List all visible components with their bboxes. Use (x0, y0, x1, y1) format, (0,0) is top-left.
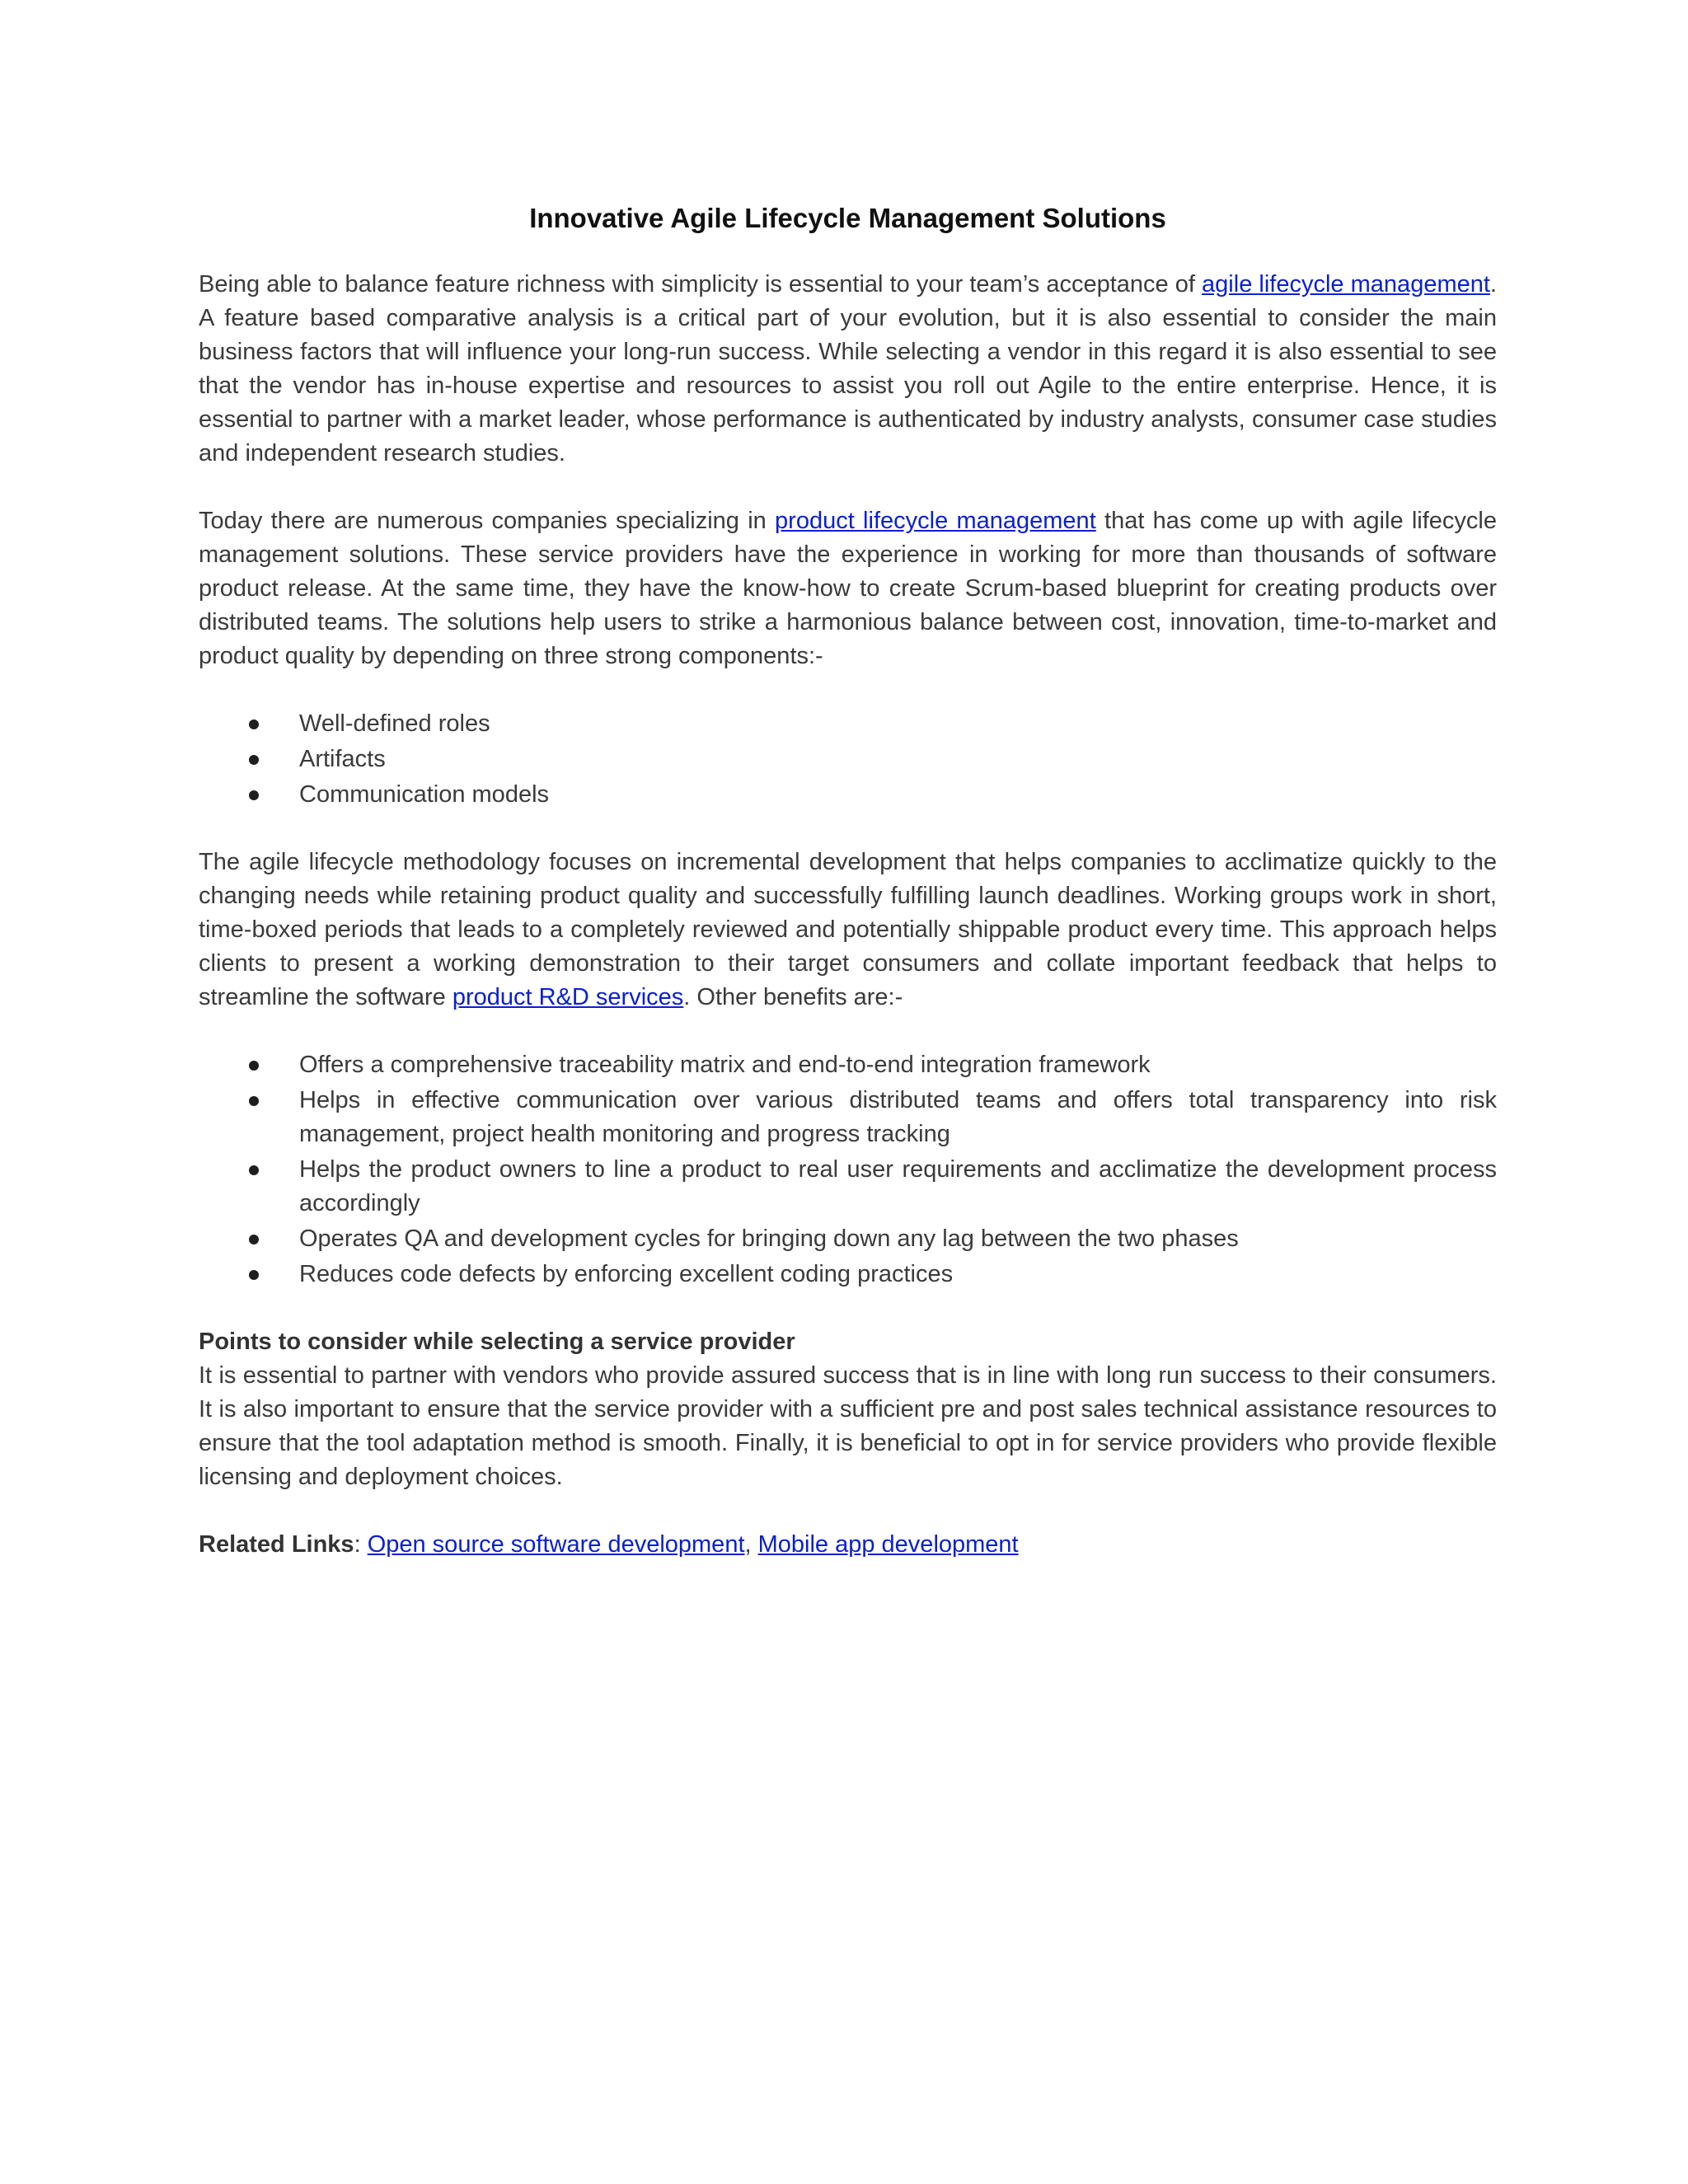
related-links (199, 1528, 1497, 1562)
list-item (199, 743, 1497, 776)
companies-paragraph-text-continued: that has come up with agile lifecycle management solutions. These service providers have the experience in working for more than thousands of software product release. At the same time, they have the know-how to create Scrum-based blueprint for creating products over distributed teams. The solutions help users to strike a harmonious balance between cost, innovation, time-to-market and product quality by depending on three strong components:- (199, 508, 1497, 669)
intro-paragraph-text: Being able to balance feature richness with simplicity is essential to your team’s acceptance of (199, 271, 1203, 298)
list-item (199, 1153, 1497, 1221)
companies-paragraph-text: Today there are numerous companies specializing in (199, 508, 776, 534)
related-links-comma: , (744, 1531, 758, 1558)
list-item-text: Well-defined roles (299, 710, 490, 737)
bullet-icon (249, 1096, 259, 1106)
section-body: It is essential to partner with vendors who provide assured success that is in line with long run success to their consumers. It is also important to ensure that the service provider with a sufficient pre and post sales technical assistance resources to ensure that the tool adaptation method is smooth. Finally, it is beneficial to opt in for service providers who provide flexible licensing and deployment choices. (199, 1362, 1497, 1490)
bullet-icon (249, 719, 259, 729)
bullet-icon (249, 1270, 259, 1280)
intro-paragraph (199, 268, 1497, 471)
document-page (199, 200, 1497, 1562)
section-heading: Points to consider while selecting a service provider (199, 1329, 795, 1355)
benefits-list (199, 1048, 1497, 1291)
mobile-app-development-link[interactable]: Mobile app development (757, 1531, 1019, 1558)
list-item (199, 1258, 1497, 1291)
methodology-paragraph-text-continued: . Other benefits are:- (683, 984, 903, 1010)
bullet-icon (249, 1165, 259, 1175)
product-lifecycle-management-link[interactable]: product lifecycle management (775, 508, 1096, 534)
list-item-text: Artifacts (299, 746, 386, 772)
companies-paragraph (199, 504, 1497, 673)
components-list (199, 707, 1497, 812)
list-item-text: Reduces code defects by enforcing excellent coding practices (299, 1261, 954, 1287)
intro-paragraph-text-continued: . A feature based comparative analysis is a critical part of your evolution, but it is also essential to consider the main business factors that will influence your long-run success. While selecting a vendor in this regard it is also essential to see that the vendor has in-house expertise and resources to assist you roll out Agile to the entire enterprise. Hence, it is essential to partner with a market leader, whose performance is authenticated by industry analysts, consumer case studies and independent research studies. (199, 271, 1497, 466)
methodology-paragraph-text: The agile lifecycle methodology focuses on incremental development that helps companies to acclimatize quickly to the changing needs while retaining product quality and successfully fulfilling launch deadlines. Working groups work in short, time-boxed periods that leads to a completely reviewed and potentially shippable product every time. This approach helps clients to present a working demonstration to their target consumers and collate important feedback that helps to streamline the software (199, 849, 1497, 1010)
page-title: Innovative Agile Lifecycle Management Solutions (529, 203, 1166, 233)
list-item (199, 1048, 1497, 1082)
list-item-text: Communication models (299, 781, 550, 808)
methodology-paragraph (199, 846, 1497, 1015)
open-source-software-development-link[interactable]: Open source software development (367, 1531, 745, 1558)
product-rd-services-link[interactable]: product R&D services (452, 984, 684, 1010)
bullet-icon (249, 1235, 259, 1244)
bullet-icon (249, 1061, 259, 1071)
list-item (199, 1084, 1497, 1151)
bullet-icon (249, 790, 259, 800)
list-item-text: Helps in effective communication over various distributed teams and offers total transparency into risk management, project health monitoring and progress tracking (299, 1087, 1497, 1147)
related-links-separator: : (354, 1531, 368, 1558)
list-item-text: Helps the product owners to line a product to real user requirements and acclimatize the development process accordingly (299, 1156, 1497, 1216)
list-item-text: Operates QA and development cycles for bringing down any lag between the two phases (299, 1226, 1239, 1252)
list-item (199, 778, 1497, 812)
service-provider-section (199, 1325, 1497, 1494)
list-item (199, 1222, 1497, 1256)
related-links-label: Related Links (199, 1531, 354, 1558)
list-item (199, 707, 1497, 741)
bullet-icon (249, 755, 259, 765)
list-item-text: Offers a comprehensive traceability matrix and end-to-end integration framework (299, 1052, 1151, 1078)
agile-lifecycle-management-link[interactable]: agile lifecycle management (1202, 271, 1490, 298)
